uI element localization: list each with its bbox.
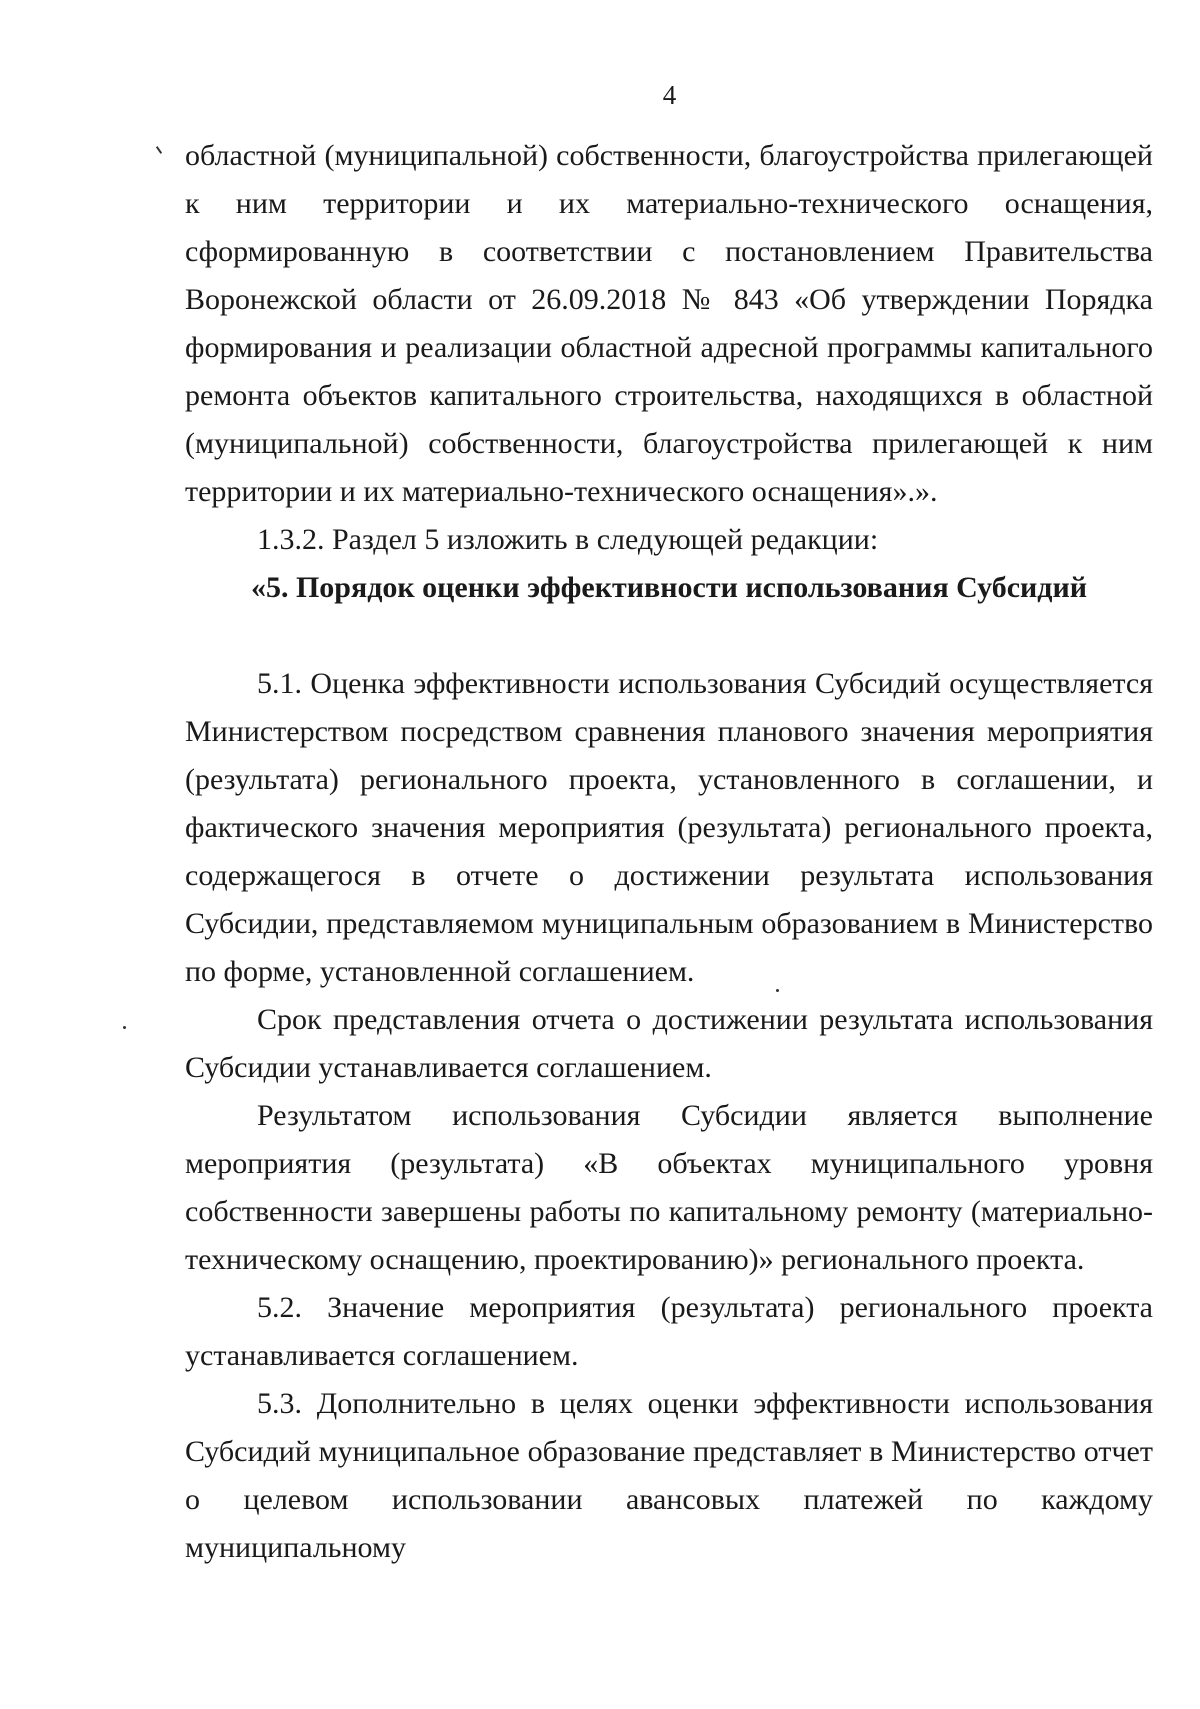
paragraph-continuation: областной (муниципальной) собственности, благоустройства прилегающей к ним территории и их материально-технического оснащения, сформированную в соответствии с постановлением Правительства Воронежской области от 26.09.2018 № 843 «Об утверждении Порядка формирования и реализации областной адресной программы капитального ремонта объектов капитального строительства, находящихся в областной (муниципальной) собственности, благоустройства прилегающей к ним территории и их материально-технического оснащения».». [185,139,1153,508]
paragraph-5-2: 5.2. Значение мероприятия (результата) регионального проекта устанавливается соглашением. [185,1291,1153,1372]
scan-artifact-dot [123,1026,126,1029]
paragraph-5-3: 5.3. Дополнительно в целях оценки эффективности использования Субсидий муниципальное образование представляет в Министерство отчет о целевом использовании авансовых платежей по каждому муниципальному [185,1387,1153,1564]
paragraph-result-definition: Результатом использования Субсидии является выполнение мероприятия (результата) «В объектах муниципального уровня собственности завершены работы по капитальному ремонту (материально-техническому оснащению, проектированию)» регионального проекта. [185,1099,1153,1276]
scan-artifact-dot [776,989,779,992]
paragraph-5-1: 5.1. Оценка эффективности использования Субсидий осуществляется Министерством посредством сравнения планового значения мероприятия (результата) регионального проекта, установленного в соглашении, и фактического значения мероприятия (результата) регионального проекта, содержащегося в отчете о достижении результата использования Субсидии, представляемом муниципальным образованием в Министерство по форме, установленной соглашением. [185,667,1153,988]
scan-artifact-mark [156,146,162,154]
document-body [185,132,1153,1572]
page-number: 4 [662,80,677,110]
paragraph-amendment-1-3-2: 1.3.2. Раздел 5 изложить в следующей редакции: [257,523,879,556]
section-heading: «5. Порядок оценки эффективности использования Субсидий [250,571,1088,604]
paragraph-report-deadline: Срок представления отчета о достижении результата использования Субсидии устанавливается соглашением. [185,1003,1153,1084]
